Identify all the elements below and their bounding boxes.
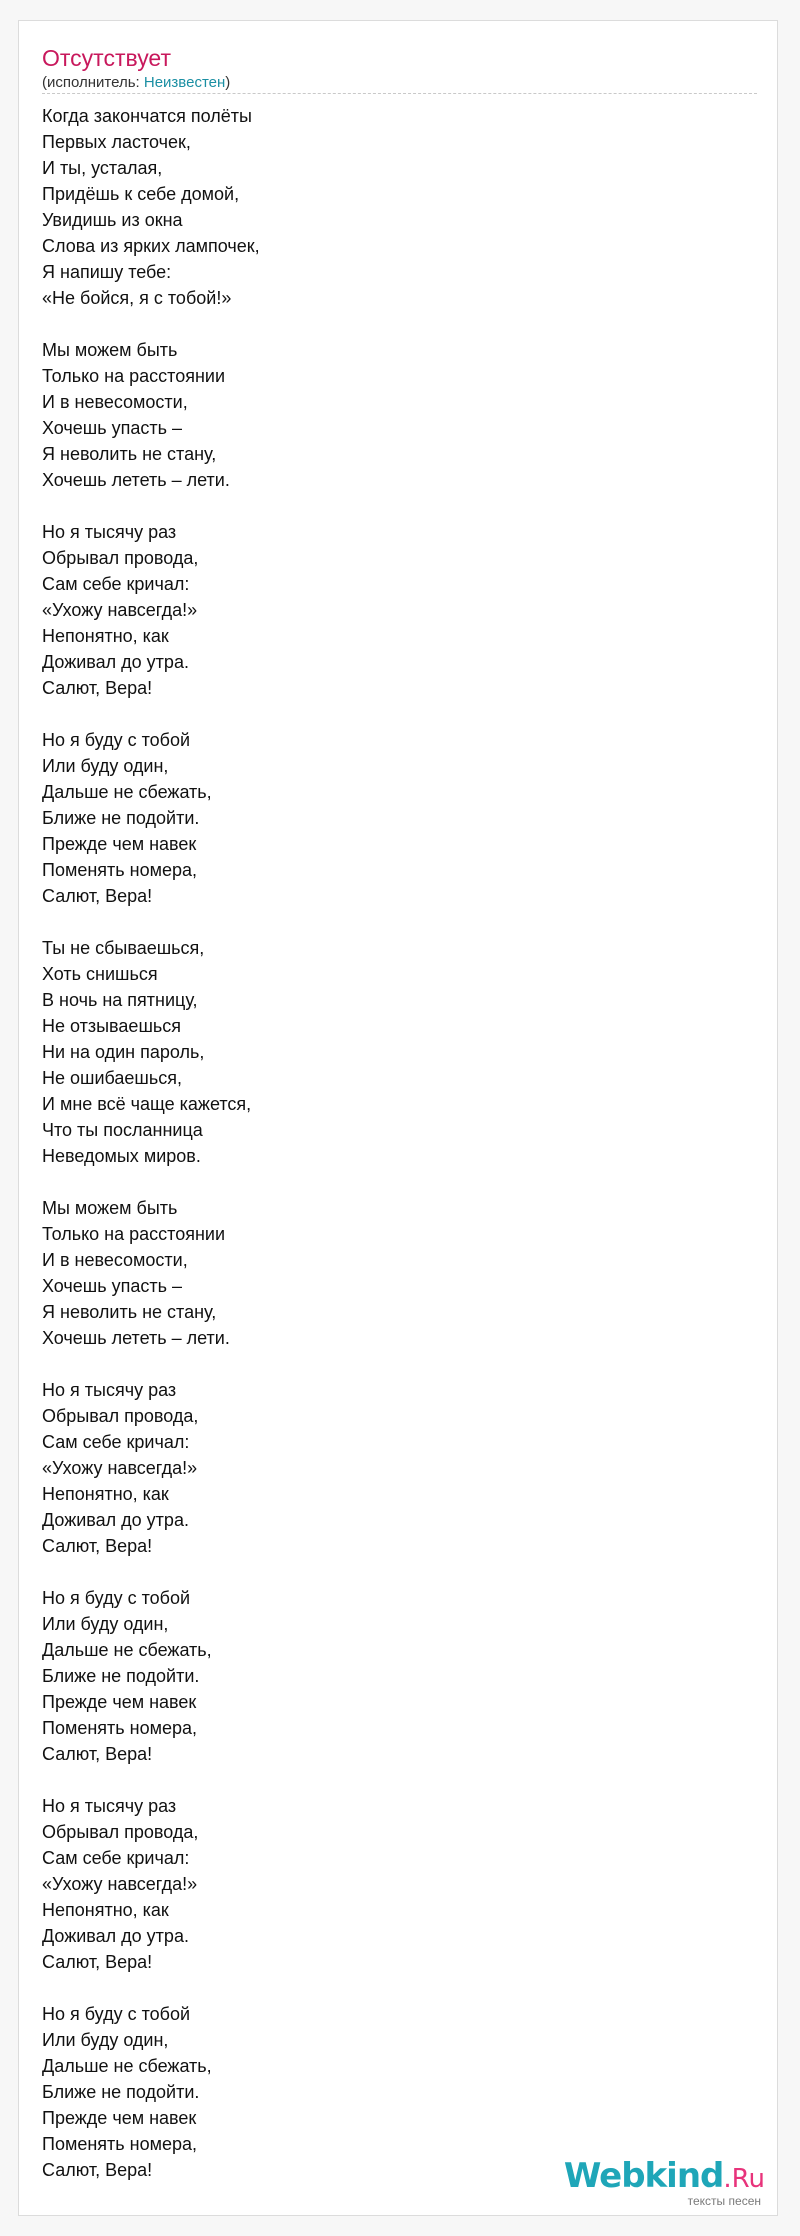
artist-line	[42, 73, 757, 94]
lyric-line: Обрывал провода,	[42, 1406, 199, 1426]
logo-tld: .Ru	[723, 2164, 765, 2194]
stanza	[42, 727, 742, 909]
lyric-line: Салют, Вера!	[42, 1744, 153, 1764]
lyric-line: Прежде чем навек	[42, 2108, 197, 2128]
lyric-line: Непонятно, как	[42, 1900, 169, 1920]
lyric-line: Увидишь из окна	[42, 210, 183, 230]
artist-prefix: (исполнитель:	[42, 74, 144, 91]
lyric-line: Поменять номера,	[42, 1718, 198, 1738]
lyric-line: Только на расстоянии	[42, 1224, 225, 1244]
lyric-line: Но я тысячу раз	[42, 1380, 177, 1400]
lyric-line: Ближе не подойти.	[42, 1666, 200, 1686]
lyrics-text	[42, 103, 742, 2209]
lyric-line: Непонятно, как	[42, 626, 169, 646]
lyric-line: «Ухожу навсегда!»	[42, 1458, 198, 1478]
logo-name: Webkind	[563, 2156, 724, 2196]
lyric-line: Придёшь к себе домой,	[42, 184, 240, 204]
lyric-line: Не отзываешься	[42, 1016, 182, 1036]
lyric-line: Первых ласточек,	[42, 132, 191, 152]
lyric-line: И в невесомости,	[42, 1250, 188, 1270]
lyric-line: Но я тысячу раз	[42, 522, 177, 542]
stanza	[42, 1793, 742, 1975]
lyric-line: Поменять номера,	[42, 860, 198, 880]
lyric-line: Сам себе кричал:	[42, 1848, 190, 1868]
lyric-line: «Не бойся, я с тобой!»	[42, 288, 232, 308]
lyric-line: Салют, Вера!	[42, 1536, 153, 1556]
lyric-line: Или буду один,	[42, 756, 169, 776]
lyric-line: Я напишу тебе:	[42, 262, 172, 282]
lyric-line: Салют, Вера!	[42, 886, 153, 906]
lyric-line: Ты не сбываешься,	[42, 938, 205, 958]
lyric-line: Или буду один,	[42, 2030, 169, 2050]
lyric-line: Ближе не подойти.	[42, 808, 200, 828]
lyric-line: Хоть снишься	[42, 964, 158, 984]
lyric-line: Сам себе кричал:	[42, 1432, 190, 1452]
lyric-line: Мы можем быть	[42, 1198, 178, 1218]
lyric-line: Обрывал провода,	[42, 548, 199, 568]
lyric-line: Дальше не сбежать,	[42, 1640, 212, 1660]
lyric-line: Но я тысячу раз	[42, 1796, 177, 1816]
lyric-line: Или буду один,	[42, 1614, 169, 1634]
lyric-line: В ночь на пятницу,	[42, 990, 198, 1010]
lyric-line: Салют, Вера!	[42, 678, 153, 698]
lyric-line: Салют, Вера!	[42, 1952, 153, 1972]
stanza	[42, 1377, 742, 1559]
lyric-line: «Ухожу навсегда!»	[42, 600, 198, 620]
logo-tagline: тексты песен	[687, 2194, 761, 2208]
lyric-line: Поменять номера,	[42, 2134, 198, 2154]
lyric-line: Но я буду с тобой	[42, 730, 191, 750]
site-logo[interactable]	[563, 2156, 765, 2208]
lyric-line: Слова из ярких лампочек,	[42, 236, 260, 256]
lyric-line: Хочешь лететь – лети.	[42, 1328, 230, 1348]
stanza	[42, 519, 742, 701]
lyric-line: Что ты посланница	[42, 1120, 203, 1140]
lyric-line: Я неволить не стану,	[42, 444, 217, 464]
lyric-line: И мне всё чаще кажется,	[42, 1094, 252, 1114]
stanza	[42, 103, 742, 311]
lyric-line: Доживал до утра.	[42, 652, 189, 672]
lyric-line: Хочешь упасть –	[42, 1276, 183, 1296]
lyric-line: Прежде чем навек	[42, 834, 197, 854]
lyric-line: Ни на один пароль,	[42, 1042, 205, 1062]
lyric-line: Салют, Вера!	[42, 2160, 153, 2180]
lyric-line: Сам себе кричал:	[42, 574, 190, 594]
lyric-line: Мы можем быть	[42, 340, 178, 360]
lyric-line: Непонятно, как	[42, 1484, 169, 1504]
lyric-line: Хочешь лететь – лети.	[42, 470, 230, 490]
lyric-line: Когда закончатся полёты	[42, 106, 252, 126]
lyric-line: Я неволить не стану,	[42, 1302, 217, 1322]
artist-link[interactable]: Неизвестен	[143, 74, 226, 91]
artist-suffix: )	[225, 74, 231, 91]
lyric-line: Доживал до утра.	[42, 1510, 189, 1530]
lyric-line: Дальше не сбежать,	[42, 2056, 212, 2076]
stanza	[42, 1195, 742, 1351]
lyric-line: Но я буду с тобой	[42, 2004, 191, 2024]
lyric-line: Только на расстоянии	[42, 366, 225, 386]
lyric-line: Неведомых миров.	[42, 1146, 201, 1166]
stanza	[42, 1585, 742, 1767]
lyric-line: Ближе не подойти.	[42, 2082, 200, 2102]
lyric-line: И ты, усталая,	[42, 158, 163, 178]
lyric-line: Не ошибаешься,	[42, 1068, 183, 1088]
lyric-line: Обрывал провода,	[42, 1822, 199, 1842]
stanza	[42, 337, 742, 493]
lyrics-card	[18, 20, 778, 2216]
lyric-line: Дальше не сбежать,	[42, 782, 212, 802]
lyric-line: Прежде чем навек	[42, 1692, 197, 1712]
song-title: Отсутствует	[42, 45, 171, 71]
lyric-line: Доживал до утра.	[42, 1926, 189, 1946]
stanza	[42, 935, 742, 1169]
lyric-line: «Ухожу навсегда!»	[42, 1874, 198, 1894]
lyric-line: Но я буду с тобой	[42, 1588, 191, 1608]
lyric-line: И в невесомости,	[42, 392, 188, 412]
lyric-line: Хочешь упасть –	[42, 418, 183, 438]
